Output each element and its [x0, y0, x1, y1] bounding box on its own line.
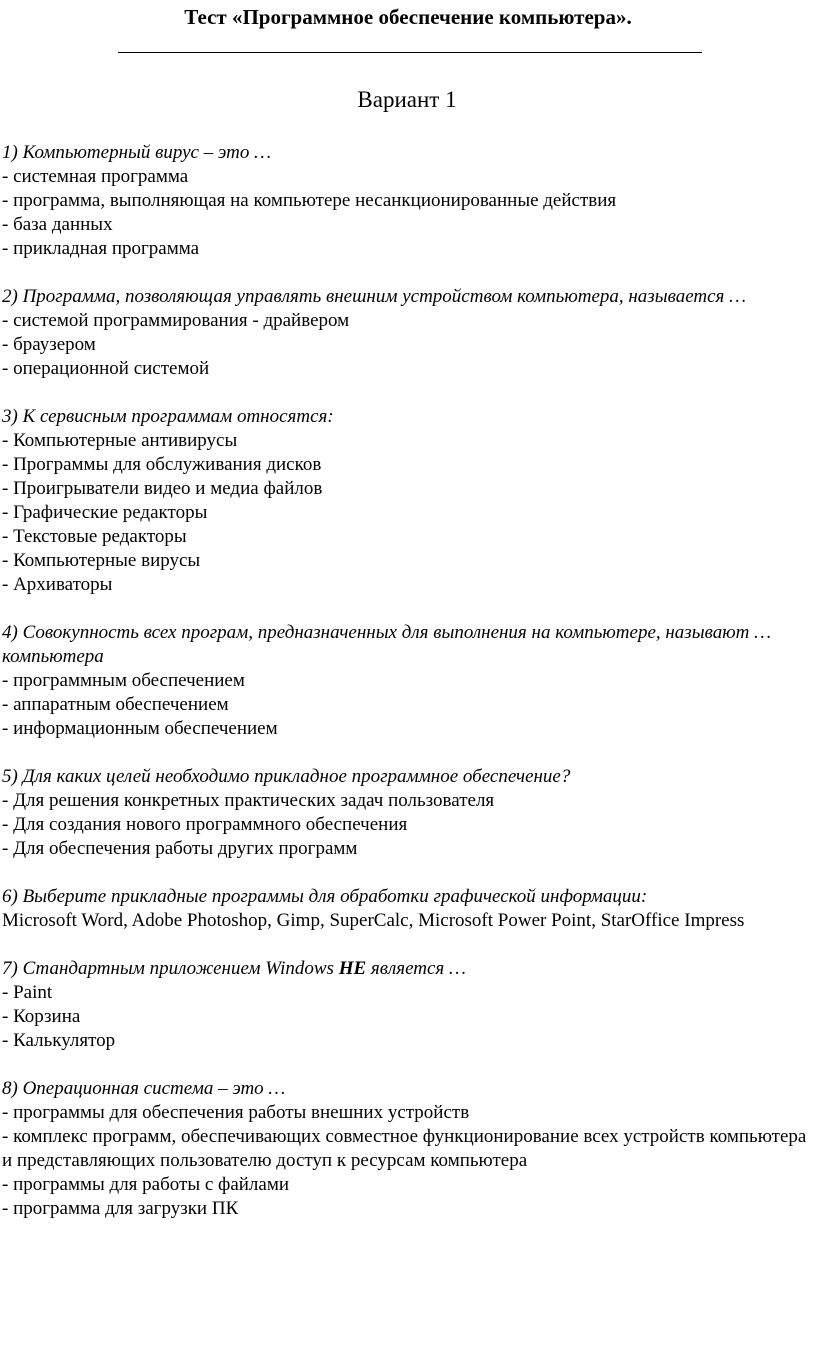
- answer-option: - программы для работы с файлами: [2, 1174, 290, 1195]
- question-8: [2, 1077, 810, 1221]
- question-text-end: является …: [366, 958, 466, 979]
- question-text: 5) Для каких целей необходимо прикладное программное обеспечение?: [2, 766, 571, 787]
- question-5: [2, 765, 810, 861]
- question-text-start: 7) Стандартным приложением Windows: [2, 958, 339, 979]
- answer-option: - Компьютерные антивирусы: [2, 430, 238, 451]
- question-text: 1) Компьютерный вирус – это …: [2, 142, 271, 163]
- answer-option: - программа, выполняющая на компьютере несанкционированные действия: [2, 190, 617, 211]
- question-text: 2) Программа, позволяющая управлять внешним устройством компьютера, называется …: [2, 286, 747, 307]
- document-title: Тест «Программное обеспечение компьютера».: [184, 5, 632, 29]
- program-list: Microsoft Word, Adobe Photoshop, Gimp, SuperCalc, Microsoft Power Point, StarOffice Impress: [2, 910, 745, 931]
- question-text: 3) К сервисным программам относятся:: [2, 406, 334, 427]
- answer-option: - база данных: [2, 214, 113, 235]
- answer-option: - Для создания нового программного обеспечения: [2, 814, 408, 835]
- question-text: 6) Выберите прикладные программы для обработки графической информации:: [2, 886, 648, 907]
- answer-option: - системная программа: [2, 166, 189, 187]
- question-text: [2, 957, 810, 981]
- question-text-emphasis: НЕ: [338, 958, 367, 979]
- answer-option: - аппаратным обеспечением: [2, 694, 229, 715]
- variant-heading: Вариант 1: [357, 87, 457, 112]
- answer-option: - Корзина: [2, 1006, 81, 1027]
- answer-option: - Текстовые редакторы: [2, 526, 187, 547]
- answer-option: - браузером: [2, 334, 96, 355]
- answer-option: - Калькулятор: [2, 1030, 116, 1051]
- question-text: 4) Совокупность всех програм, предназначенных для выполнения на компьютере, называют … компьютера: [2, 622, 771, 667]
- title-underline: [118, 52, 702, 53]
- question-text: 8) Операционная система – это …: [2, 1078, 286, 1099]
- answer-option: - Программы для обслуживания дисков: [2, 454, 322, 475]
- answer-option: - системой программирования - драйвером: [2, 310, 350, 331]
- answer-option: - Проигрыватели видео и медиа файлов: [2, 478, 323, 499]
- answer-option: - Компьютерные вирусы: [2, 550, 201, 571]
- question-4: [2, 621, 810, 741]
- question-3: [2, 405, 810, 597]
- questions-list: [2, 141, 810, 1245]
- question-1: [2, 141, 810, 261]
- answer-option: - Графические редакторы: [2, 502, 208, 523]
- answer-option: - операционной системой: [2, 358, 210, 379]
- answer-option: - программным обеспечением: [2, 670, 245, 691]
- answer-option: - Для решения конкретных практических задач пользователя: [2, 790, 495, 811]
- answer-option: - комплекс программ, обеспечивающих совместное функционирование всех устройств компьютера и представляющих пользователю доступ к ресурсам компьютера: [2, 1126, 807, 1171]
- answer-option: - Paint: [2, 982, 53, 1003]
- answer-option: - Для обеспечения работы других программ: [2, 838, 358, 859]
- question-7: [2, 957, 810, 1053]
- answer-option: - прикладная программа: [2, 238, 200, 259]
- answer-option: - программа для загрузки ПК: [2, 1198, 239, 1219]
- answer-option: - информационным обеспечением: [2, 718, 278, 739]
- answer-option: - программы для обеспечения работы внешних устройств: [2, 1102, 470, 1123]
- question-6: [2, 885, 810, 933]
- question-2: [2, 285, 810, 381]
- answer-option: - Архиваторы: [2, 574, 113, 595]
